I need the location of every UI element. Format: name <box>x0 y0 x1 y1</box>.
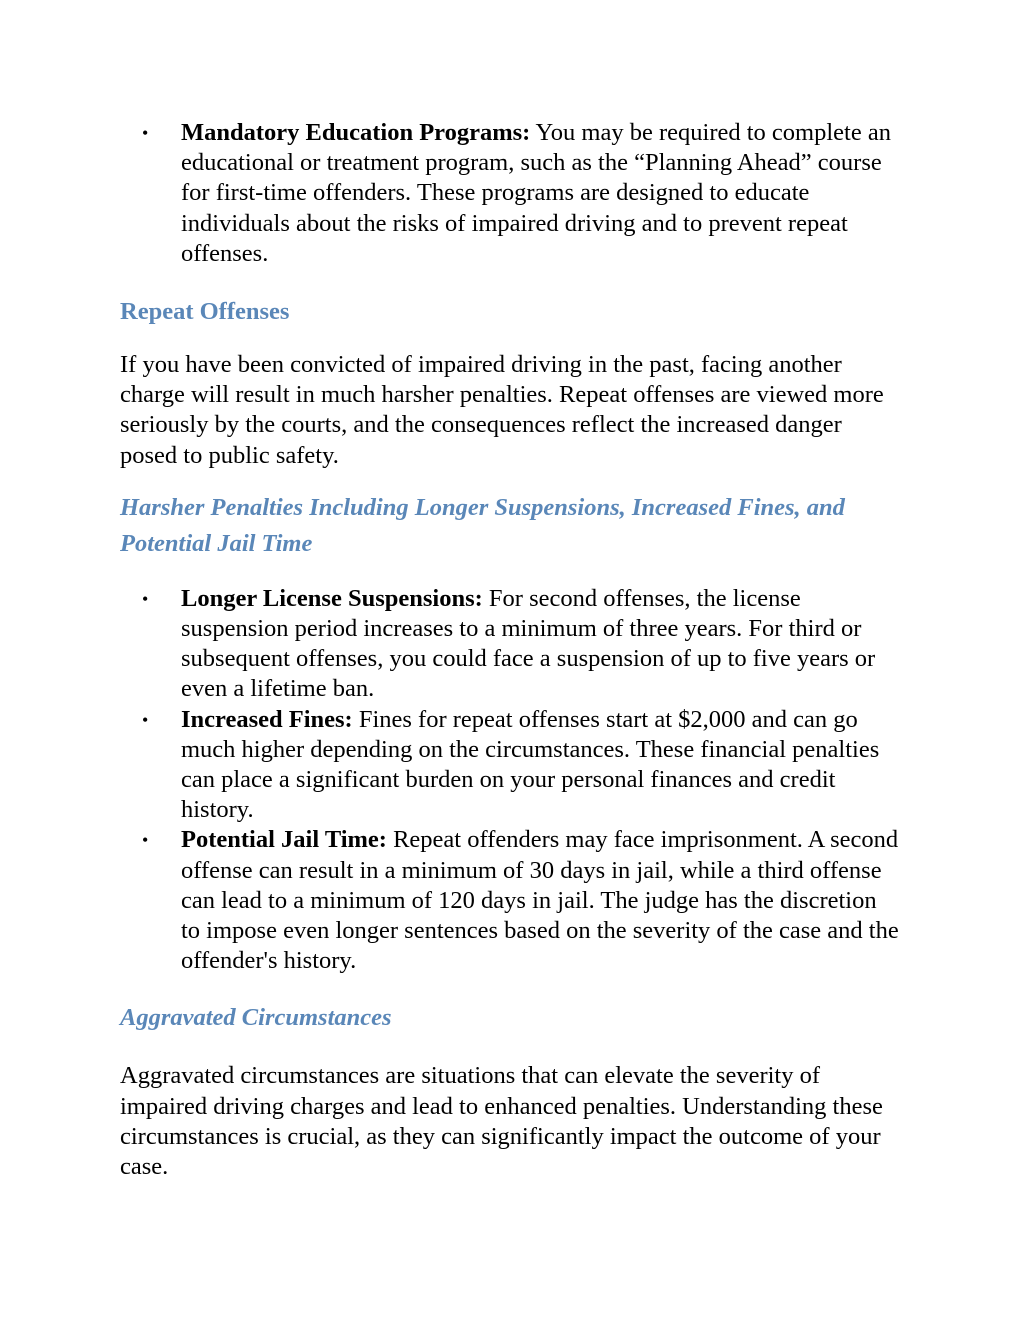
list-item-term: Potential Jail Time: <box>181 826 387 854</box>
list-item-text: For second offenses, the license suspension period increases to a minimum of three years. For third or subsequent offenses, you could face a suspension of up to five years or even a lifetime ban. <box>181 584 876 703</box>
list-item-text: You may be required to complete an educational or treatment program, such as the “Planning Ahead” course for first-time offenders. These programs are designed to educate individuals about the risks of impaired driving and to prevent repeat offenses. <box>181 119 891 267</box>
education-list <box>120 118 900 269</box>
list-item <box>120 584 900 705</box>
paragraph-aggravated-circumstances: Aggravated circumstances are situations that can elevate the severity of impaired driving charges and lead to enhanced penalties. Understanding these circumstances is crucial, as they can significantly impact the outcome of your case. <box>120 1062 883 1181</box>
bullet-icon: • <box>142 123 149 143</box>
paragraph-repeat-offenses: If you have been convicted of impaired driving in the past, facing another charge will result in much harsher penalties. Repeat offenses are viewed more seriously by the courts, and the consequences reflect the increased danger posed to public safety. <box>120 351 884 469</box>
list-item <box>120 118 900 269</box>
list-item-term: Mandatory Education Programs: <box>181 119 531 146</box>
subsection-heading-aggravated-circumstances: Aggravated Circumstances <box>120 1004 392 1032</box>
list-item <box>120 705 900 826</box>
list-item <box>120 825 900 976</box>
list-item-text: Fines for repeat offenses start at $2,000 and can go much higher depending on the circumstances. These financial penalties can place a significant burden on your personal finances and credit history. <box>181 705 880 824</box>
list-item-term: Longer License Suspensions: <box>181 584 483 612</box>
penalties-list <box>120 584 900 977</box>
bullet-icon: • <box>142 588 149 609</box>
bullet-icon: • <box>142 709 149 730</box>
bullet-icon: • <box>142 830 149 851</box>
subsection-heading-harsher-penalties: Harsher Penalties Including Longer Suspensions, Increased Fines, and Potential Jail Time <box>120 493 845 557</box>
list-item-term: Increased Fines: <box>181 705 353 733</box>
section-heading-repeat-offenses: Repeat Offenses <box>120 298 290 326</box>
list-item-text: Repeat offenders may face imprisonment. A second offense can result in a minimum of 30 days in jail, while a third offense can lead to a minimum of 120 days in jail. The judge has the discretion to impose even longer sentences based on the severity of the case and the offender's history. <box>181 826 899 975</box>
document-page <box>120 118 900 1182</box>
